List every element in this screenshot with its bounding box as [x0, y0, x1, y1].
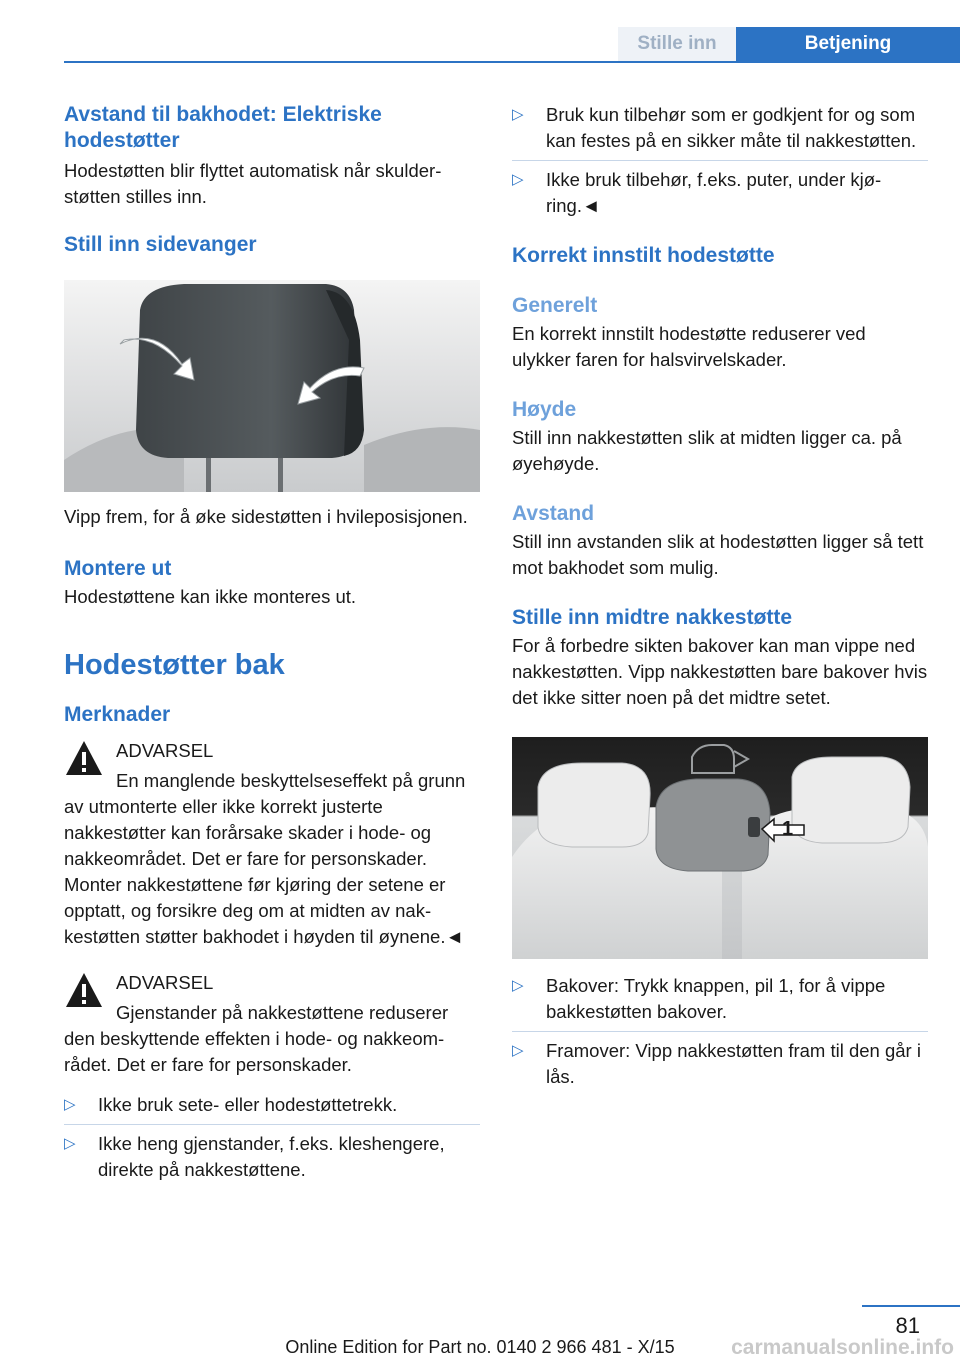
text-hoyde: Still inn nakkestøtten slik at midten ligger ca. på øyehøyde. [512, 427, 902, 474]
triangle-bullet-icon: ▷ [512, 171, 524, 188]
text-generelt: En korrekt innstilt hodestøtte reduserer ved ulykker faren for halsvirvelskader. [512, 323, 866, 370]
heading-avstand: Avstand [512, 502, 595, 525]
heading-merknader: Merknader [64, 703, 171, 726]
left-column [64, 102, 480, 1183]
warning-text-2: Gjenstander på nakkestøttene reduserer den beskyttende effekten i hode- og nakkeområdet. Det er fare for personskader. [64, 1002, 449, 1075]
heading-sidevanger: Still inn sidevanger [64, 233, 257, 256]
figure-middle-headrest [512, 737, 928, 959]
list-item: ▷ Ikke bruk tilbehør, f.eks. puter, under kjøring.◄ [512, 160, 928, 219]
page-number: 81 [895, 1313, 920, 1338]
triangle-bullet-icon: ▷ [512, 1042, 524, 1059]
warning-block-1 [64, 738, 480, 950]
triangle-bullet-icon: ▷ [512, 106, 524, 123]
list-item: ▷ Bakover: Trykk knappen, pil 1, for å vippe bakkestøtten bakover. [512, 975, 886, 1022]
warning-triangle-icon [64, 739, 104, 777]
warning-block-2 [64, 970, 480, 1078]
headrest-side-wings-illustration [64, 280, 480, 492]
header-tab-chapter: Betjening [736, 27, 960, 61]
middle-headrest-illustration [512, 737, 928, 959]
header-tab-section: Stille inn [618, 27, 736, 61]
warning-text-1: En manglende beskyttelseseffekt på grunn av utmonterte eller ikke korrekt justerte nakkestøtter kan forårsake skader i hode- og nakkeområdet. Det er fare for personskader. Monter nakkestøttene før kjøring der setene er opptatt, og forsikre deg om at midten av nakkestøtten støtter bakhodet i høyden til øynene.◄ [64, 770, 466, 947]
heading-generelt: Generelt [512, 294, 598, 317]
watermark-text: carmanualsonline.info [731, 1336, 954, 1359]
triangle-bullet-icon: ▷ [512, 977, 524, 994]
heading-hoyde: Høyde [512, 398, 577, 421]
heading-montere-ut: Montere ut [64, 557, 172, 580]
triangle-bullet-icon: ▷ [64, 1096, 76, 1113]
header-rule [64, 61, 960, 63]
heading-avstand-elektriske: Avstand til bakhodet: Elektriske hodestøtter [64, 103, 382, 152]
warning-title-2: ADVARSEL [116, 972, 214, 993]
text-vipp-frem: Vipp frem, for å øke sidestøtten i hvileposisjonen. [64, 506, 468, 527]
heading-hodestotter-bak: Hodestøtter bak [64, 649, 285, 681]
list-item: ▷ Ikke heng gjenstander, f.eks. kleshengere, direkte på nakkestøttene. [64, 1124, 480, 1183]
footer-edition: Online Edition for Part no. 0140 2 966 481 - X/15 [285, 1337, 675, 1357]
footer-rule [862, 1305, 960, 1307]
right-column [512, 102, 928, 1090]
list-item: ▷ Bruk kun tilbehør som er godkjent for og som kan festes på en sikker måte til nakkestøtten. [512, 104, 917, 151]
heading-korrekt-innstilt: Korrekt innstilt hodestøtte [512, 244, 775, 267]
text-montere-ut: Hodestøttene kan ikke monteres ut. [64, 586, 357, 607]
triangle-bullet-icon: ▷ [64, 1135, 76, 1152]
list-right-bottom-bullets [512, 973, 928, 1090]
text-avstand-elektriske: Hodestøtten blir flyttet automatisk når skulderstøtten stilles inn. [64, 160, 442, 207]
heading-midtre-nakkestotte: Stille inn midtre nakkestøtte [512, 606, 793, 629]
warning-title-1: ADVARSEL [116, 740, 214, 761]
text-midtre: For å forbedre sikten bakover kan man vippe ned nakkestøtten. Vipp nakkestøtten bare bakover hvis det ikke sitter noen på det midtre setet. [512, 635, 928, 708]
text-avstand: Still inn avstanden slik at hodestøtten ligger så tett mot bakhodet som mulig. [512, 531, 924, 578]
list-left-bullets [64, 1086, 480, 1183]
figure-headrest-side-wings [64, 280, 480, 492]
list-right-top-bullets [512, 102, 928, 219]
warning-triangle-icon [64, 971, 104, 1009]
figure-callout-label: 1 [782, 818, 794, 840]
list-item: ▷ Ikke bruk sete- eller hodestøttetrekk. [64, 1086, 480, 1124]
list-item: ▷ Framover: Vipp nakkestøtten fram til den går i lås. [512, 1031, 928, 1090]
